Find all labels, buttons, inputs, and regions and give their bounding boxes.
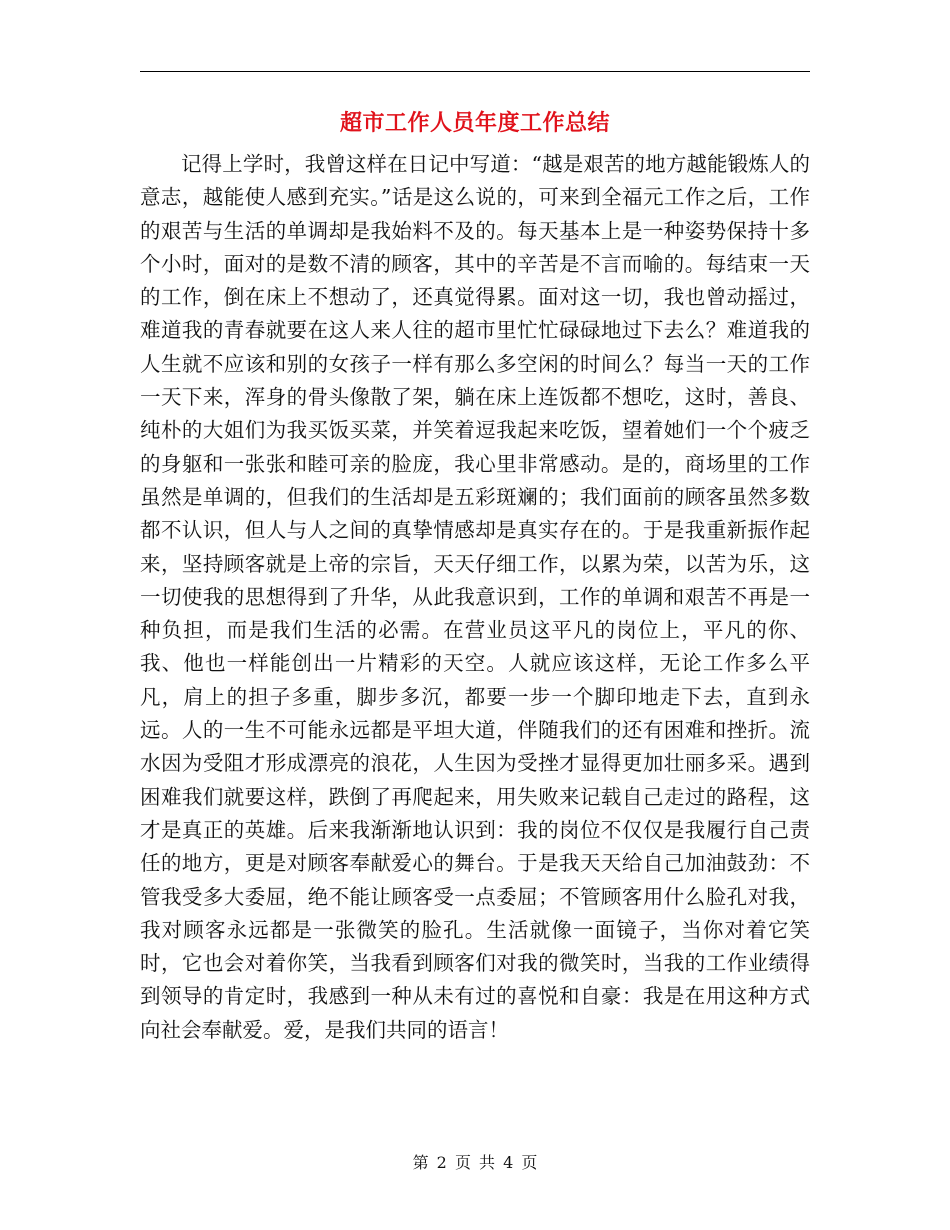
body-paragraph: 记得上学时，我曾这样在日记中写道：“越是艰苦的地方越能锻炼人的意志，越能使人感到充实。”话是这么说的，可来到全福元工作之后，工作的艰苦与生活的单调却是我始料不及的。每天基本上是一种姿势保持十多个小时，面对的是数不清的顾客，其中的辛苦是不言而喻的。每结束一天的工作，倒在床上不想动了，还真觉得累。面对这一切，我也曾动摇过，难道我的青春就要在这人来人往的超市里忙忙碌碌地过下去么？难道我的人生就不应该和别的女孩子一样有那么多空闲的时间么？每当一天的工作一天下来，浑身的骨头像散了架，躺在床上连饭都不想吃，这时，善良、纯朴的大姐们为我买饭买菜，并笑着逗我起来吃饭，望着她们一个个疲乏的身躯和一张张和睦可亲的脸庞，我心里非常感动。是的，商场里的工作虽然是单调的，但我们的生活却是五彩斑斓的；我们面前的顾客虽然多数都不认识，但人与人之间的真挚情感却是真实存在的。于是我重新振作起来，坚持顾客就是上帝的宗旨，天天仔细工作，以累为荣，以苦为乐，这一切使我的思想得到了升华，从此我意识到，工作的单调和艰苦不再是一种负担，而是我们生活的必需。在营业员这平凡的岗位上，平凡的你、我、他也一样能创出一片精彩的天空。人就应该这样，无论工作多么平凡，肩上的担子多重，脚步多沉，都要一步一个脚印地走下去，直到永远。人的一生不可能永远都是平坦大道，伴随我们的还有困难和挫折。流水因为受阻才形成漂亮的浪花，人生因为受挫才显得更加壮丽多采。遇到困难我们就要这样，跌倒了再爬起来，用失败来记载自己走过的路程，这才是真正的英雄。后来我渐渐地认识到：我的岗位不仅仅是我履行自己责任的地方，更是对顾客奉献爱心的舞台。于是我天天给自己加油鼓劲：不管我受多大委屈，绝不能让顾客受一点委屈；不管顾客用什么脸孔对我，我对顾客永远都是一张微笑的脸孔。生活就像一面镜子，当你对着它笑时，它也会对着你笑，当我看到顾客们对我的微笑时，当我的工作业绩得到领导的肯定时，我感到一种从未有过的喜悦和自豪：我是在用这种方式向社会奉献爱。爱，是我们共同的语言！ [140,152,810,1042]
page-number-footer: 第 2 页 共 4 页 [412,1153,538,1172]
document-title: 超市工作人员年度工作总结 [339,111,610,136]
header-rule [140,71,810,72]
